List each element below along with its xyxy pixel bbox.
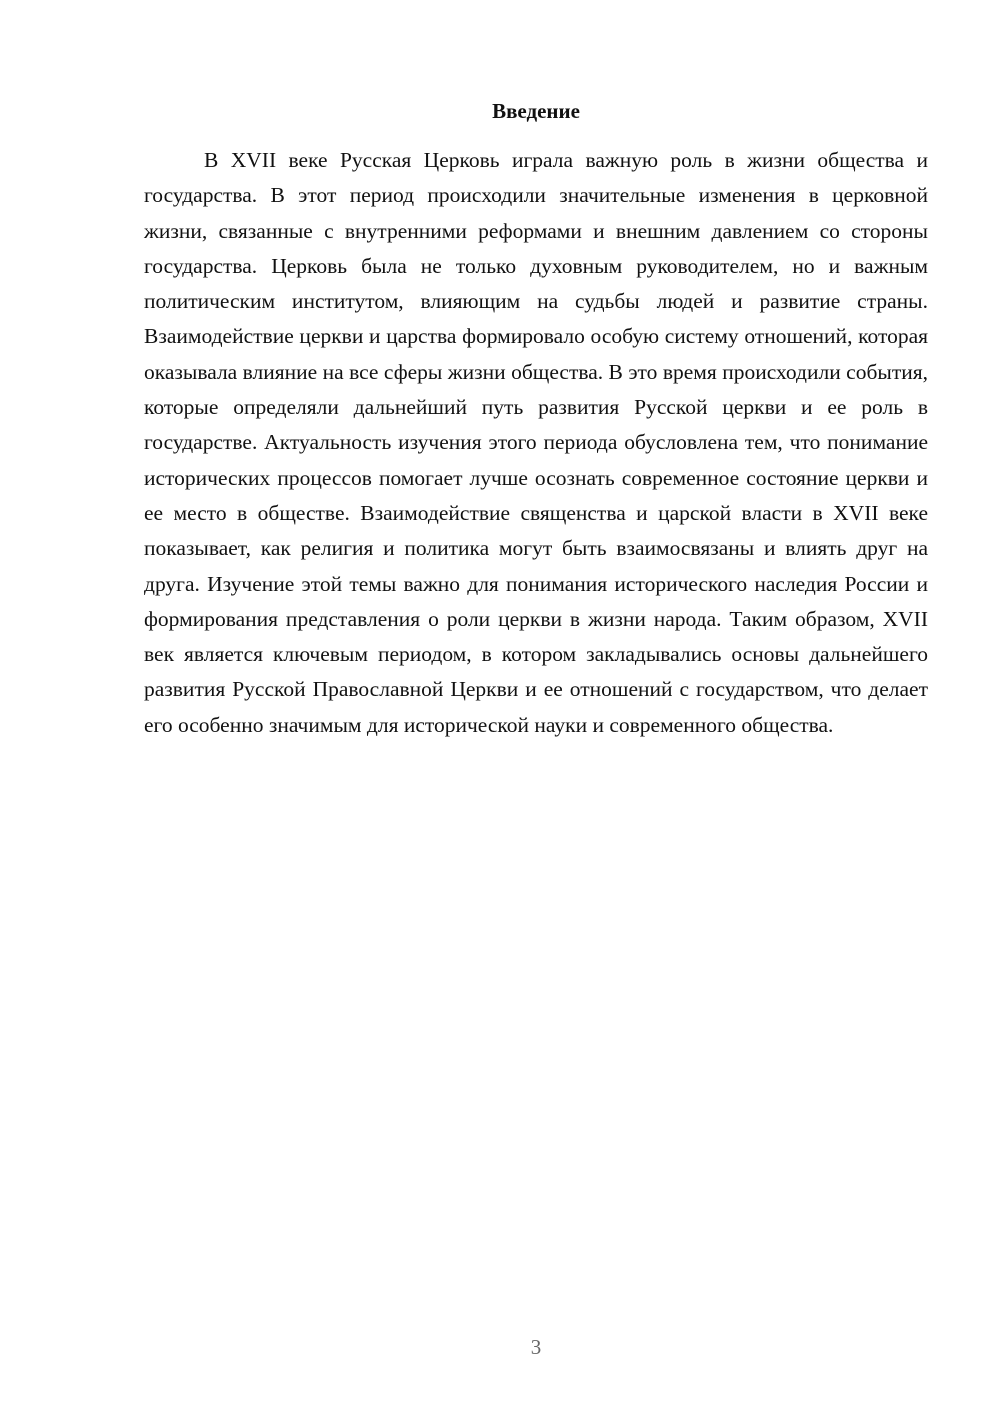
section-heading: Введение <box>492 99 580 123</box>
page-number: 3 <box>530 1335 542 1359</box>
body-paragraph: В XVII веке Русская Церковь играла важную роль в жизни общества и государства. В этот период происходили значительные изменения в церковной жизни, связанные с внутренними реформами и внешним давлением со стороны государства. Церковь была не только духовным руководителем, но и важным политическим институтом, влияющим на судьбы людей и развитие страны. Взаимодействие церкви и царства формировало особую систему отношений, которая оказывала влияние на все сферы жизни общества. В это время происходили события, которые определяли дальнейший путь развития Русской церкви и ее роль в государстве. Актуальность изучения этого периода обусловлена тем, что понимание исторических процессов помогает лучше осознать современное состояние церкви и ее место в обществе. Взаимодействие священства и царской власти в XVII веке показывает, как религия и политика могут быть взаимосвязаны и влиять друг на друга. Изучение этой темы важно для понимания исторического наследия России и формирования представления о роли церкви в жизни народа. Таким образом, XVII век является ключевым периодом, в котором закладывались основы дальнейшего развития Русской Православной Церкви и ее отношений с государством, что делает его особенно значимым для исторической науки и современного общества. <box>144 148 928 737</box>
